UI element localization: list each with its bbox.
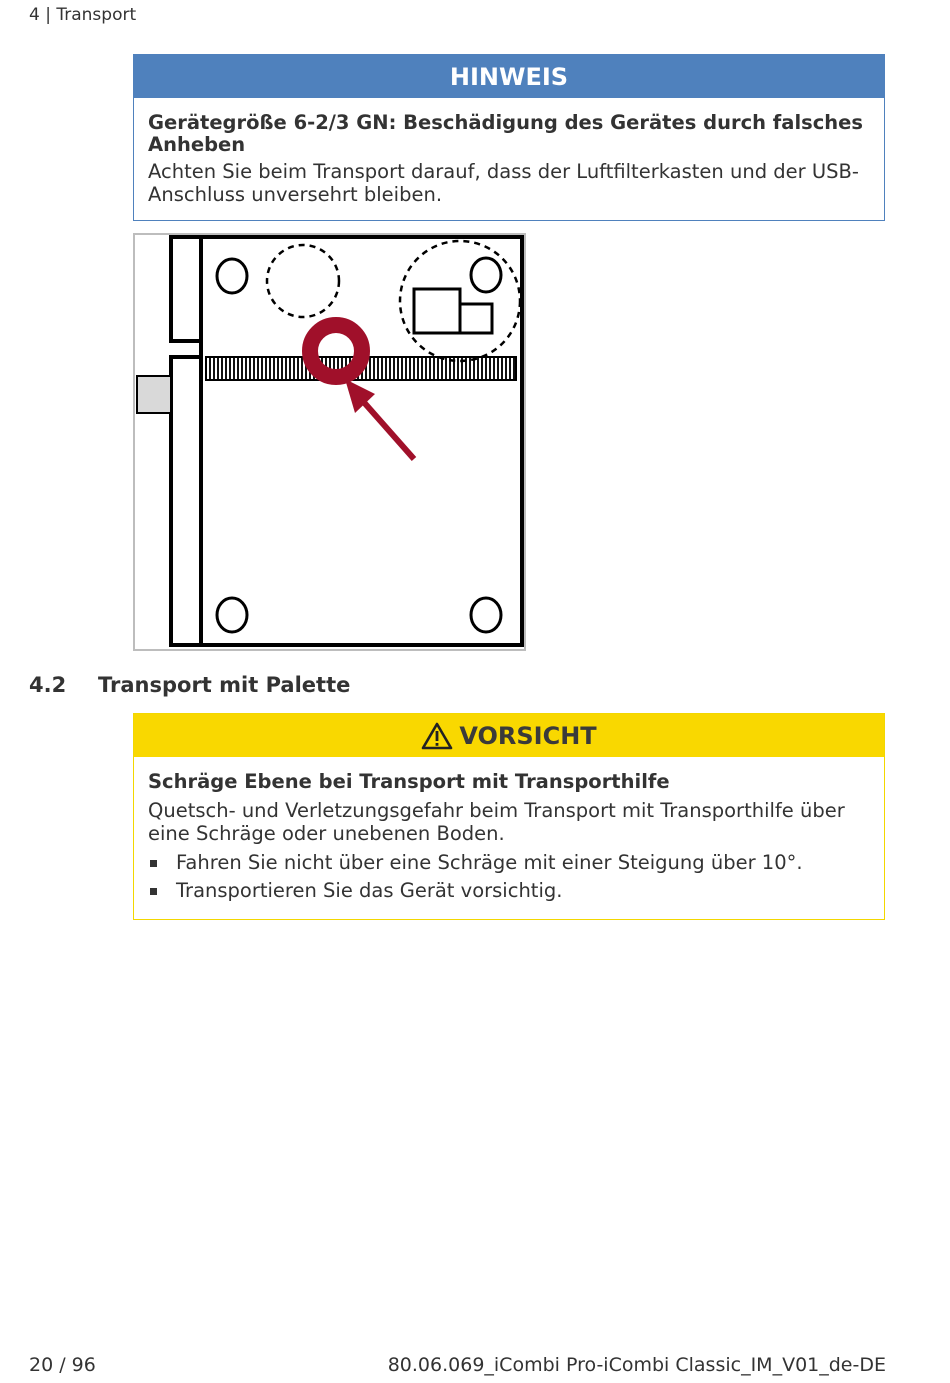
hinweis-body: [134, 98, 884, 220]
hinweis-text: Achten Sie beim Transport darauf, dass der Luftfilterkasten und der USB-Anschluss unversehrt bleiben.: [148, 160, 859, 206]
hinweis-notice: [133, 54, 885, 221]
list-item: Transportieren Sie das Gerät vorsichtig.: [148, 877, 870, 905]
document-id: 80.06.069_iCombi Pro-iCombi Classic_IM_V01_de-DE: [387, 1354, 886, 1376]
vorsicht-body: [134, 757, 884, 919]
device-diagram: [133, 233, 526, 651]
door-panel-upper: [171, 237, 201, 341]
handle: [137, 376, 171, 413]
foot-top-right: [471, 258, 501, 292]
hinweis-title: Gerätegröße 6-2/3 GN: Beschädigung des Gerätes durch falsches Anheben: [148, 111, 864, 156]
vorsicht-notice: [133, 713, 885, 920]
vorsicht-text: Quetsch- und Verletzungsgefahr beim Transport mit Transporthilfe über eine Schräge oder unebenen Boden.: [148, 799, 845, 845]
foot-top-left: [217, 259, 247, 293]
foot-bottom-right: [471, 598, 501, 632]
foot-bottom-left: [217, 598, 247, 632]
device-housing: [201, 237, 522, 645]
vorsicht-label: VORSICHT: [459, 721, 597, 750]
hinweis-label: HINWEIS: [134, 55, 884, 98]
section-title: Transport mit Palette: [98, 673, 351, 697]
section-heading: [29, 673, 350, 697]
vorsicht-title: Schräge Ebene bei Transport mit Transporthilfe: [148, 770, 670, 793]
vorsicht-header: [134, 714, 884, 757]
usb-port-box: [460, 304, 492, 333]
section-number: 4.2: [29, 673, 67, 697]
list-item: Fahren Sie nicht über eine Schräge mit einer Steigung über 10°.: [148, 849, 870, 877]
warning-triangle-icon: [421, 722, 453, 750]
page-number: 20 / 96: [29, 1354, 96, 1376]
vorsicht-list: [148, 849, 870, 905]
air-filter-box: [414, 289, 460, 333]
door-panel-lower: [171, 357, 201, 645]
page-header: 4 | Transport: [29, 5, 137, 25]
